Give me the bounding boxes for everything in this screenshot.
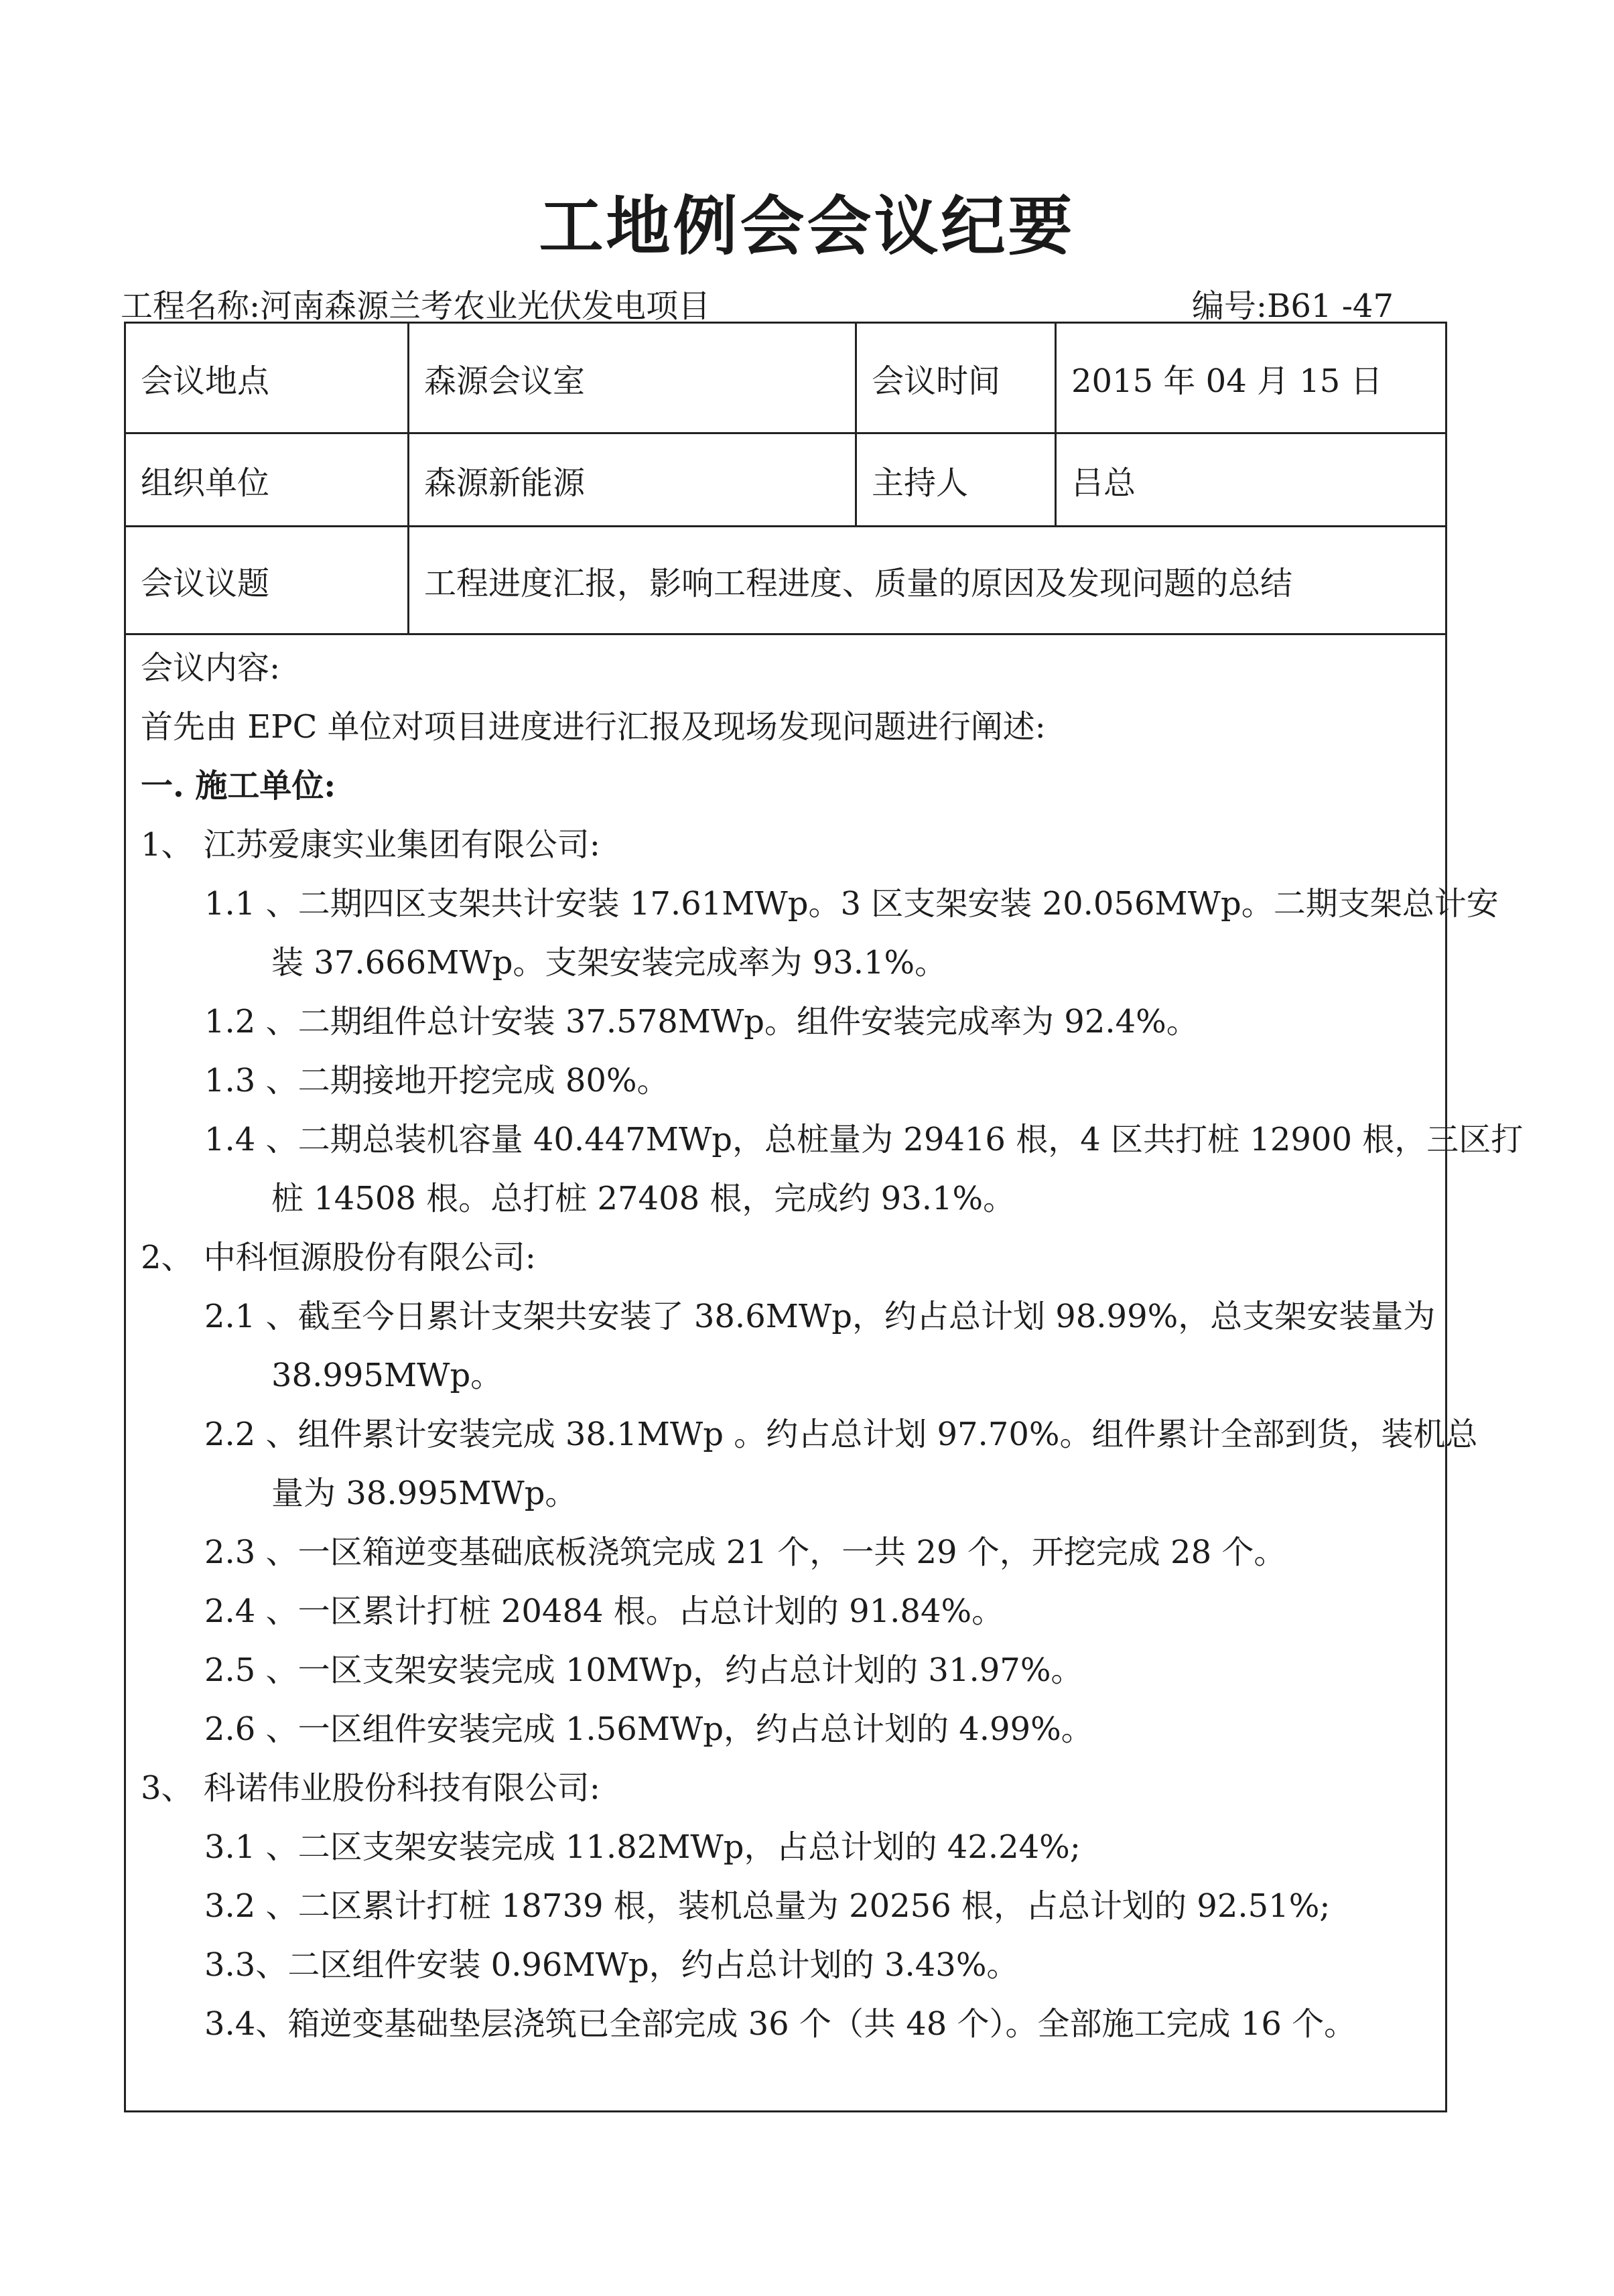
list-item-continuation: 装 37.666MWp。支架安装完成率为 93.1%。	[271, 944, 947, 982]
location-value: 森源会议室	[409, 324, 856, 433]
list-item: 2.6 、一区组件安装完成 1.56MWp，约占总计划的 4.99%。	[204, 1710, 1093, 1748]
table-row	[126, 324, 1445, 433]
list-item: 2.5 、一区支架安装完成 10MWp，约占总计划的 31.97%。	[204, 1651, 1083, 1689]
list-item: 1.2 、二期组件总计安装 37.578MWp。组件安装完成率为 92.4%。	[204, 1003, 1199, 1040]
list-item: 1.3 、二期接地开挖完成 80%。	[204, 1062, 669, 1099]
list-item: 1.1 、二期四区支架共计安装 17.61MWp。3 区支架安装 20.056MWp。二期支架总计安	[204, 885, 1499, 923]
list-item: 3.3、二区组件安装 0.96MWp，约占总计划的 3.43%。	[204, 1946, 1019, 1984]
list-item: 3.4、箱逆变基础垫层浇筑已全部完成 36 个（共 48 个）。全部施工完成 16 个。	[204, 2005, 1357, 2043]
company-name: 2、 中科恒源股份有限公司:	[141, 1239, 536, 1276]
project-name: 工程名称:河南森源兰考农业光伏发电项目	[121, 287, 711, 325]
table-row	[126, 433, 1445, 527]
organizer-label: 组织单位	[126, 433, 409, 527]
list-item: 2.4 、一区累计打桩 20484 根。占总计划的 91.84%。	[204, 1593, 1004, 1630]
list-item: 3.1 、二区支架安装完成 11.82MWp，占总计划的 42.24%;	[204, 1828, 1081, 1866]
list-item: 2.2 、组件累计安装完成 38.1MWp 。约占总计划 97.70%。组件累计全部到货，装机总	[204, 1416, 1478, 1453]
list-item: 2.1 、截至今日累计支架共安装了 38.6MWp，约占总计划 98.99%，总支架安装量为	[204, 1298, 1436, 1335]
list-item-continuation: 量为 38.995MWp。	[271, 1475, 578, 1512]
table-row	[126, 527, 1445, 634]
list-item-continuation: 桩 14508 根。总打桩 27408 根，完成约 93.1%。	[271, 1180, 1016, 1217]
company-name: 1、 江苏爱康实业集团有限公司:	[141, 826, 600, 864]
company-name: 3、 科诺伟业股份科技有限公司:	[141, 1769, 600, 1807]
topic-value: 工程进度汇报，影响工程进度、质量的原因及发现问题的总结	[409, 527, 1446, 634]
list-item: 3.2 、二区累计打桩 18739 根，装机总量为 20256 根，占总计划的 92.51%;	[204, 1887, 1331, 1925]
document-number: 编号:B61 -47	[1191, 287, 1394, 325]
content-intro: 首先由 EPC 单位对项目进度进行汇报及现场发现问题进行阐述:	[141, 708, 1046, 746]
section-title: 一. 施工单位:	[141, 767, 336, 805]
minutes-sheet	[124, 322, 1524, 2112]
time-label: 会议时间	[856, 324, 1056, 433]
time-value: 2015 年 04 月 15 日	[1056, 324, 1446, 433]
host-label: 主持人	[856, 433, 1056, 527]
meeting-info-table	[126, 324, 1445, 635]
content-heading: 会议内容:	[141, 649, 281, 687]
meeting-content	[141, 638, 1524, 2053]
list-item-continuation: 38.995MWp。	[271, 1357, 503, 1394]
topic-label: 会议议题	[126, 527, 409, 634]
location-label: 会议地点	[126, 324, 409, 433]
list-item: 2.3 、一区箱逆变基础底板浇筑完成 21 个，一共 29 个，开挖完成 28 个。	[204, 1534, 1286, 1571]
organizer-value: 森源新能源	[409, 433, 856, 527]
list-item: 1.4 、二期总装机容量 40.447MWp，总桩量为 29416 根，4 区共打桩 12900 根，三区打	[204, 1121, 1524, 1158]
document-meta-row	[121, 280, 1394, 325]
host-value: 吕总	[1056, 433, 1446, 527]
document-title: 工地例会会议纪要	[539, 189, 1075, 264]
company-list	[141, 815, 1524, 2053]
